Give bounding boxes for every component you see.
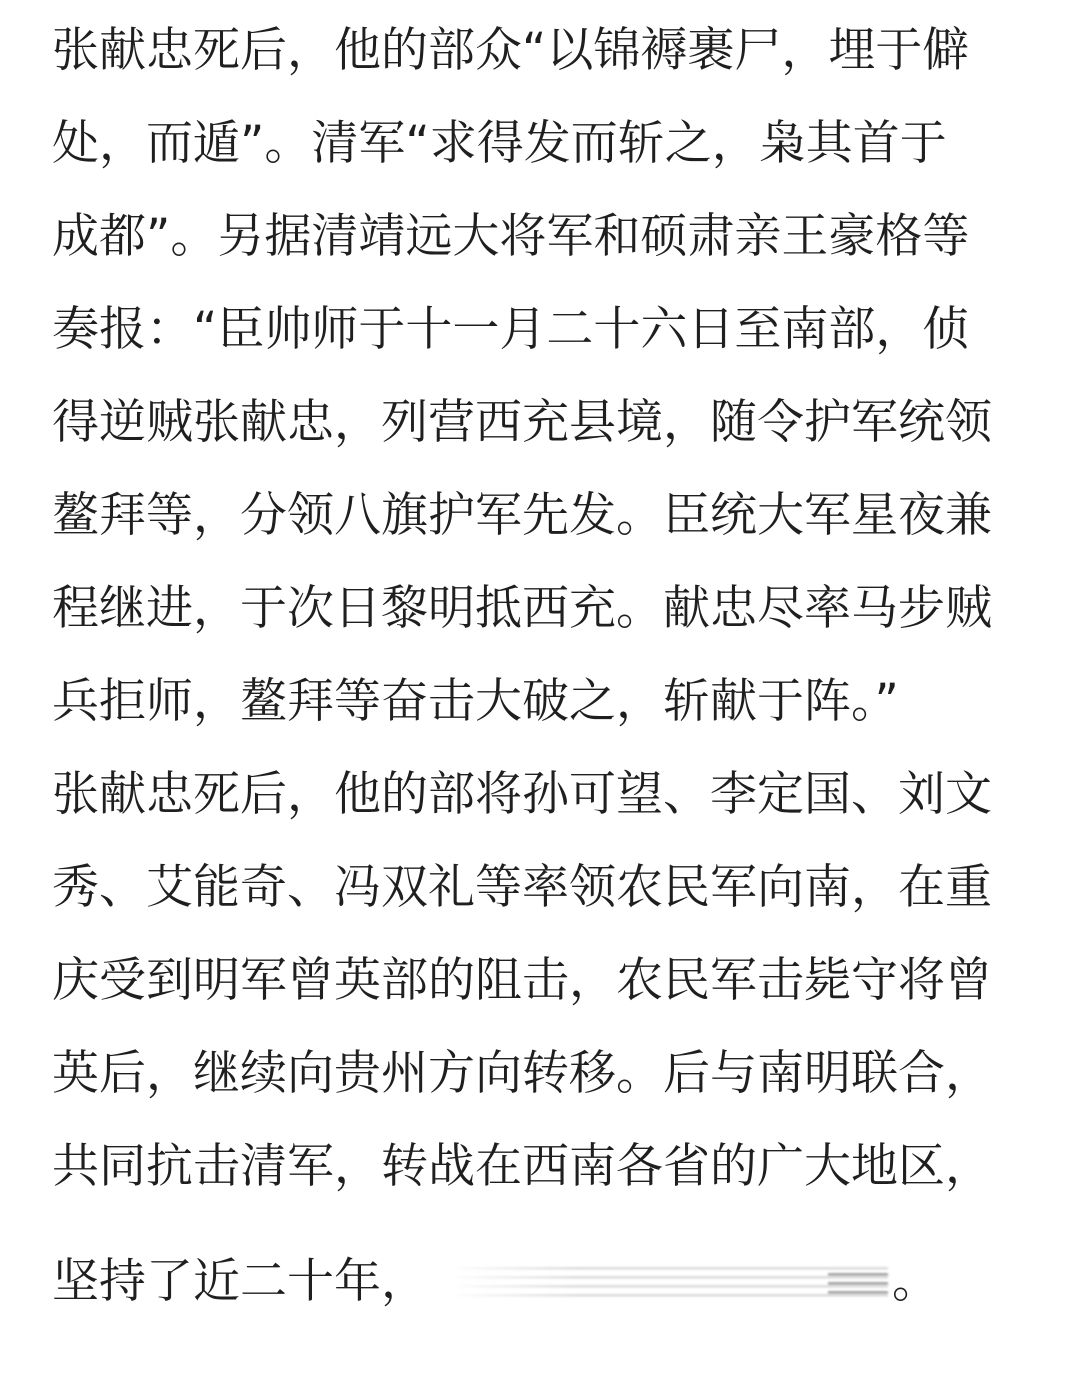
text-line-5: 得逆贼张献忠，列营西充县境，随令护军统领 <box>52 395 992 450</box>
text-line-10: 秀、艾能奇、冯双礼等率领农民军向南，在重 <box>52 860 992 915</box>
text-line-8: 兵拒师，鳌拜等奋击大破之，斩献于阵。” <box>52 674 899 729</box>
text-line-3: 成都”。另据清靖远大将军和硕肃亲王豪格等 <box>52 209 970 264</box>
text-line-12: 英后，继续向贵州方向转移。后与南明联合， <box>52 1046 992 1101</box>
text-line-9: 张献忠死后，他的部将孙可望、李定国、刘文 <box>52 767 992 822</box>
text-line-7: 程继进，于次日黎明抵西充。献忠尽率马步贼 <box>52 581 992 636</box>
last-line-end: 。 <box>892 1254 939 1309</box>
text-line-2: 处，而遁”。清军“求得发而斩之，枭其首于 <box>52 116 947 171</box>
text-line-13: 共同抗击清军，转战在西南各省的广大地区， <box>52 1139 992 1194</box>
text-line-11: 庆受到明军曾英部的阻击，农民军击毙守将曾 <box>52 953 992 1008</box>
text-line-14 <box>52 1242 1042 1322</box>
text-line-6: 鳌拜等，分领八旗护军先发。臣统大军星夜兼 <box>52 488 992 543</box>
last-line-start: 坚持了近二十年， <box>52 1254 428 1309</box>
text-line-1: 张献忠死后，他的部众“以锦褥裹尸，埋于僻 <box>52 23 970 78</box>
blurred-text-mark <box>448 1261 888 1301</box>
text-line-4: 奏报：“臣帅师于十一月二十六日至南部，侦 <box>52 302 970 357</box>
